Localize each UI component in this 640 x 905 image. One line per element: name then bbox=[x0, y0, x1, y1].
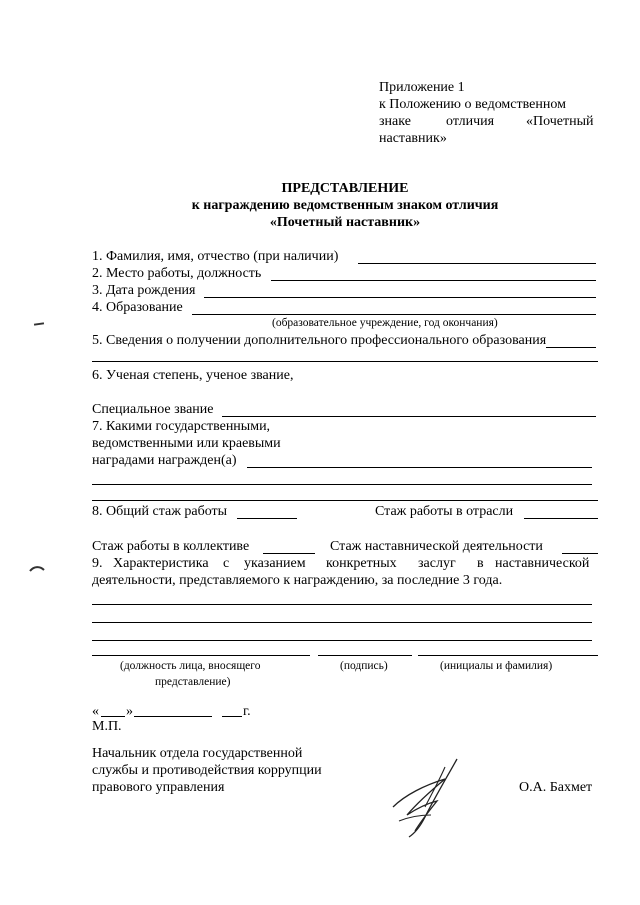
field-characteristic-word-5: заслуг bbox=[418, 556, 456, 571]
appendix-word-sign: знаке bbox=[379, 114, 411, 129]
date-month-line[interactable] bbox=[134, 716, 212, 717]
field-education-line[interactable] bbox=[192, 314, 596, 315]
document-award-name: «Почетный наставник» bbox=[269, 215, 421, 230]
field-characteristic-word-3: указанием bbox=[244, 556, 306, 571]
field-mentoring-experience-line[interactable] bbox=[562, 553, 598, 554]
date-open-quote: « bbox=[92, 704, 99, 719]
field-characteristic-line-2[interactable] bbox=[92, 622, 592, 623]
field-education-label: 4. Образование bbox=[92, 300, 183, 315]
field-awards-line[interactable] bbox=[247, 467, 592, 468]
field-characteristic-line-3[interactable] bbox=[92, 640, 592, 641]
field-academic-degree-label: 6. Ученая степень, ученое звание, bbox=[92, 368, 294, 383]
appendix-word-distinction: отличия bbox=[446, 114, 495, 129]
signature-position-caption-2: представление) bbox=[155, 676, 231, 688]
field-workplace-label: 2. Место работы, должность bbox=[92, 266, 262, 281]
field-awards-label-line3: наградами награжден(а) bbox=[92, 453, 237, 468]
field-industry-experience-label: Стаж работы в отрасли bbox=[375, 504, 514, 519]
appendix-line4: наставник» bbox=[379, 131, 447, 146]
signature-position-caption: (должность лица, вносящего bbox=[120, 660, 261, 672]
margin-mark-bottom bbox=[28, 562, 48, 576]
field-special-rank-line[interactable] bbox=[222, 416, 596, 417]
field-team-experience-line[interactable] bbox=[263, 553, 315, 554]
document-subtitle: к награждению ведомственным знаком отличия bbox=[191, 198, 499, 213]
date-year-suffix: г. bbox=[243, 704, 251, 719]
document-title: ПРЕДСТАВЛЕНИЕ bbox=[281, 181, 409, 196]
footer-signer-name: О.А. Бахмет bbox=[519, 780, 593, 795]
footer-position-line1: Начальник отдела государственной bbox=[92, 746, 303, 761]
field-additional-education-line[interactable] bbox=[546, 347, 596, 348]
field-mentoring-experience-label: Стаж наставнической деятельности bbox=[330, 539, 543, 554]
field-education-hint: (образовательное учреждение, год окончания) bbox=[272, 317, 498, 329]
field-birth-date-label: 3. Дата рождения bbox=[92, 283, 196, 298]
field-workplace-line[interactable] bbox=[271, 280, 596, 281]
field-full-name-line[interactable] bbox=[358, 263, 596, 264]
field-characteristic-label-line2: деятельности, представляемого к награждению, за последние 3 года. bbox=[92, 573, 503, 588]
field-characteristic-line-1[interactable] bbox=[92, 604, 592, 605]
appendix-word-honorary: «Почетный bbox=[526, 114, 594, 129]
field-total-experience-line[interactable] bbox=[237, 518, 297, 519]
appendix-line2: к Положению о ведомственном bbox=[379, 97, 566, 112]
date-close-quote: » bbox=[126, 704, 133, 719]
signature-initials-line[interactable] bbox=[418, 655, 598, 656]
signature-sign-line[interactable] bbox=[318, 655, 412, 656]
field-characteristic-word-7: наставнической bbox=[495, 556, 590, 571]
footer-position-line2: службы и противодействия коррупции bbox=[92, 763, 322, 778]
field-industry-experience-line[interactable] bbox=[524, 518, 598, 519]
signature-position-line[interactable] bbox=[92, 655, 310, 656]
signature-sign-caption: (подпись) bbox=[340, 660, 388, 672]
field-total-experience-label: 8. Общий стаж работы bbox=[92, 504, 228, 519]
date-year-line[interactable] bbox=[222, 716, 242, 717]
field-characteristic-word-4: конкретных bbox=[326, 556, 397, 571]
signature-initials-caption: (инициалы и фамилия) bbox=[440, 660, 553, 672]
field-characteristic-number: 9. bbox=[92, 556, 103, 571]
field-characteristic-word-1: Характеристика bbox=[113, 556, 209, 571]
stamp-label: М.П. bbox=[92, 719, 122, 734]
appendix-line1: Приложение 1 bbox=[379, 80, 465, 95]
field-characteristic-word-2: с bbox=[223, 556, 230, 571]
field-awards-line-2[interactable] bbox=[92, 484, 592, 485]
field-special-rank-label: Специальное звание bbox=[92, 402, 214, 417]
field-birth-date-line[interactable] bbox=[204, 297, 596, 298]
field-awards-line-3[interactable] bbox=[92, 500, 598, 501]
margin-mark-top bbox=[34, 322, 44, 325]
field-team-experience-label: Стаж работы в коллективе bbox=[92, 539, 250, 554]
field-additional-education-label: 5. Сведения о получении дополнительного профессионального образования bbox=[92, 333, 547, 348]
field-additional-education-line-2[interactable] bbox=[92, 361, 598, 362]
footer-position-line3: правового управления bbox=[92, 780, 225, 795]
field-characteristic-word-6: в bbox=[477, 556, 484, 571]
handwritten-signature bbox=[385, 755, 470, 840]
field-awards-label-line2: ведомственными или краевыми bbox=[92, 436, 281, 451]
date-day-line[interactable] bbox=[101, 716, 125, 717]
field-full-name-label: 1. Фамилия, имя, отчество (при наличии) bbox=[92, 249, 339, 264]
field-awards-label-line1: 7. Какими государственными, bbox=[92, 419, 271, 434]
